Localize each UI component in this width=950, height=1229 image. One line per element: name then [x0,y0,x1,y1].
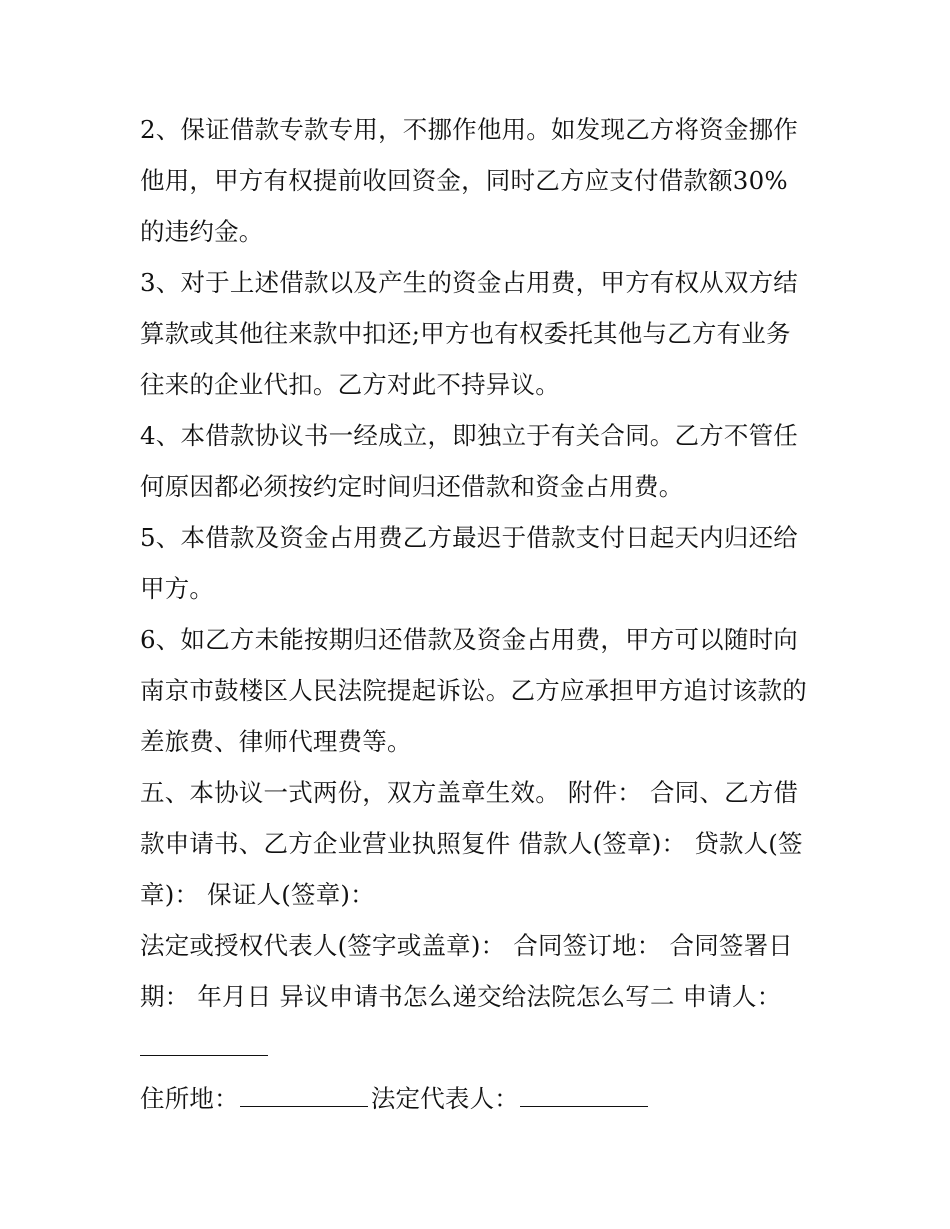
residence-line [140,1073,812,1124]
text-line: 章)： 保证人(签章)： [140,880,375,909]
text-line: 款申请书、乙方企业营业执照复件 借款人(签章)： 贷款人(签 [140,829,803,858]
text-line: 的违约金。 [140,217,264,246]
text-line: 4、本借款协议书一经成立，即独立于有关合同。乙方不管任 [140,421,798,450]
applicant-blank [140,1033,268,1056]
text-line: 何原因都必须按约定时间归还借款和资金占用费。 [140,472,684,501]
legal-rep-blank [520,1084,648,1107]
text-line: 2、保证借款专款专用，不挪作他用。如发现乙方将资金挪作 [140,115,798,144]
text-line: 甲方。 [140,574,215,603]
residence-label: 住所地： [140,1084,239,1113]
applicant-blank-line [140,1022,812,1073]
text-line: 期： 年月日 异议申请书怎么递交给法院怎么写二 申请人： [140,982,782,1011]
text-line: 3、对于上述借款以及产生的资金占用费，甲方有权从双方结 [140,268,798,297]
text-line: 五、本协议一式两份，双方盖章生效。 附件： 合同、乙方借 [140,778,799,807]
residence-blank [240,1084,368,1107]
legal-rep-label: 法定代表人： [370,1084,520,1113]
text-line: 他用，甲方有权提前收回资金，同时乙方应支付借款额30% [140,166,788,195]
text-line: 法定或授权代表人(签字或盖章)： 合同签订地： 合同签署日 [140,931,793,960]
text-line: 6、如乙方未能按期归还借款及资金占用费，甲方可以随时向 [140,625,798,654]
text-line: 往来的企业代扣。乙方对此不持异议。 [140,370,560,399]
text-line: 算款或其他往来款中扣还;甲方也有权委托其他与乙方有业务 [140,319,791,348]
text-line: 5、本借款及资金占用费乙方最迟于借款支付日起天内归还给 [140,523,798,552]
text-line: 南京市鼓楼区人民法院提起诉讼。乙方应承担甲方追讨该款的 [140,676,807,705]
document-page [140,104,812,1124]
text-line: 差旅费、律师代理费等。 [140,727,412,756]
